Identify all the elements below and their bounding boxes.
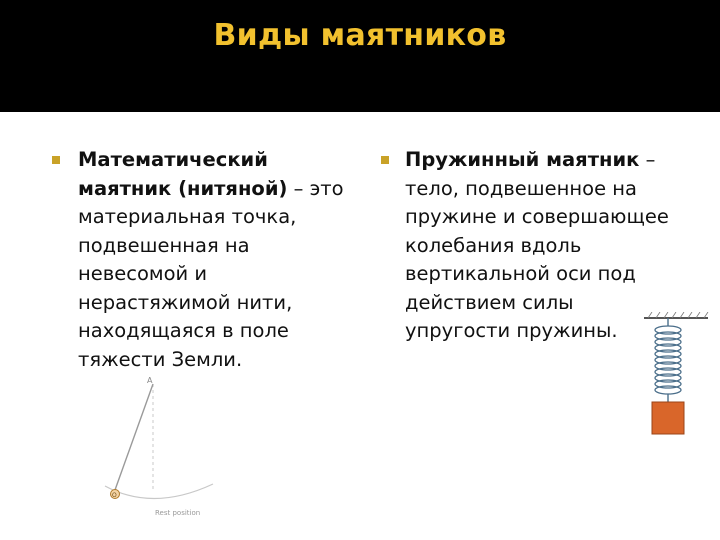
slide-content	[0, 112, 720, 540]
rest-position-label: Rest position	[155, 509, 201, 517]
pendulum-top-label: A	[147, 376, 153, 385]
pendulum-string	[115, 384, 153, 490]
slide-title: Виды маятников	[213, 18, 507, 53]
square-bullet-icon	[381, 156, 389, 164]
right-definition: тело, подвешенное на пружине и совершающее колебания вдоль вертикальной оси под действием силы упругости пружины.	[405, 176, 669, 342]
left-term: Математический маятник (нитяной)	[78, 148, 288, 200]
left-dash: –	[287, 176, 304, 200]
swing-arc	[105, 484, 213, 499]
left-definition: это материальная точка, подвешенная на невесомой и нерастяжимой нити, находящаяся в поле тяжести Земли.	[78, 176, 344, 371]
spring-coil	[655, 326, 681, 394]
left-column	[78, 146, 353, 374]
pendulum-diagram	[95, 374, 225, 524]
right-dash: –	[639, 148, 656, 171]
right-term: Пружинный маятник	[405, 148, 640, 171]
spring-weight	[652, 402, 684, 434]
title-bar	[0, 0, 720, 112]
right-column	[405, 146, 675, 346]
square-bullet-icon	[52, 156, 60, 164]
spring-pendulum-diagram	[640, 312, 712, 438]
pendulum-bob-label: O	[112, 492, 117, 499]
